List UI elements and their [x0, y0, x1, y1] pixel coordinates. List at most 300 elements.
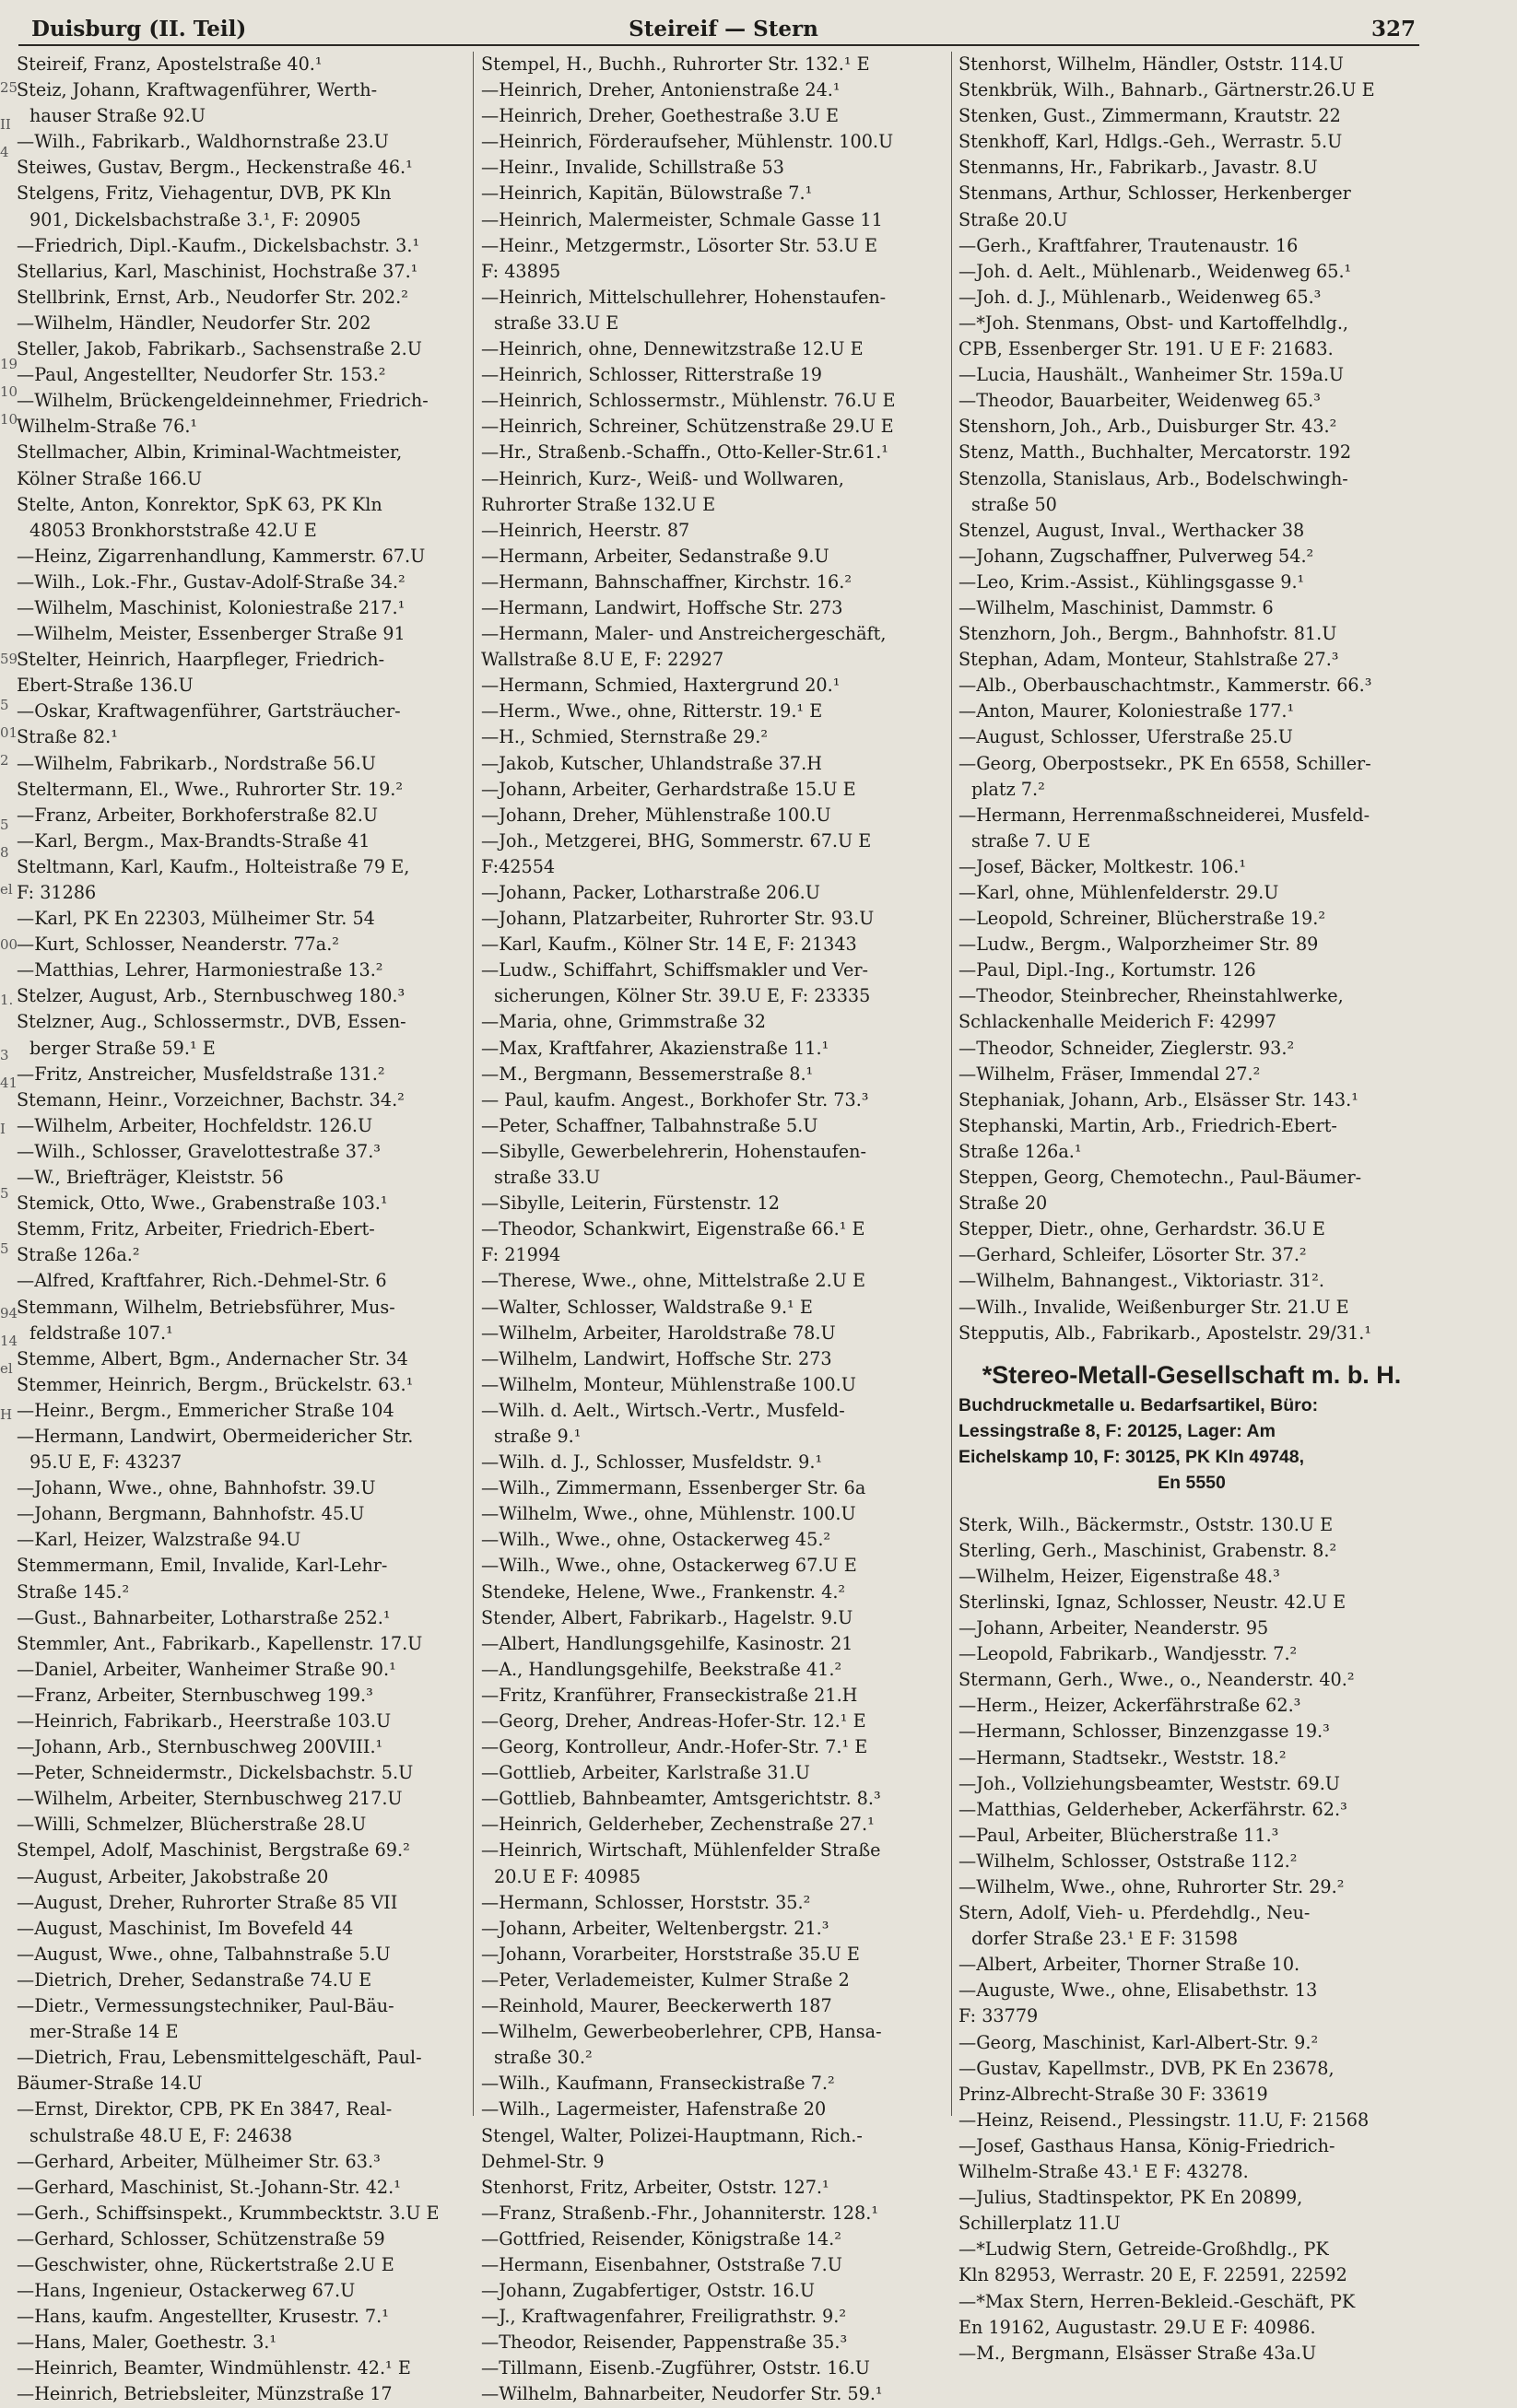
directory-entry: —Heinrich, Malermeister, Schmale Gasse 11	[481, 208, 883, 230]
column-3	[958, 52, 1425, 2367]
directory-entry: —Maria, ohne, Grimmstraße 32	[481, 1011, 766, 1033]
directory-entry: —Heinrich, Dreher, Goethestraße 3.U E	[481, 105, 839, 127]
directory-entry: —Josef, Bäcker, Moltkestr. 106.¹	[958, 855, 1247, 877]
directory-entry: —Hermann, Schlosser, Binzenzgasse 19.³	[958, 1721, 1330, 1743]
directory-entry: —Dietr., Vermessungstechniker, Paul-Bäu-	[17, 1995, 394, 2017]
directory-entry: —Josef, Gasthaus Hansa, König-Friedrich-	[958, 2134, 1335, 2156]
directory-entry: En 19162, Augustastr. 29.U E F: 40986.	[958, 2316, 1316, 2338]
directory-entry: —Johann, Vorarbeiter, Horststraße 35.U E	[481, 1943, 860, 1965]
directory-entry: —Geschwister, ohne, Rückertstraße 2.U E	[17, 2253, 394, 2275]
margin-mark: 8	[0, 844, 9, 861]
entry-continuation: dorfer Straße 23.¹ E F: 31598	[971, 1928, 1239, 1950]
directory-entry: —Tillmann, Eisenb.-Zugführer, Oststr. 16.U	[481, 2357, 870, 2379]
directory-entry: —Johann, Dreher, Mühlenstraße 100.U	[481, 804, 831, 826]
directory-entry: Stenshorn, Joh., Arb., Duisburger Str. 43.²	[958, 416, 1337, 438]
directory-entry: —Wilh., Kaufmann, Franseckistraße 7.²	[481, 2073, 835, 2095]
directory-entry: Stermann, Gerh., Wwe., o., Neanderstr. 40.²	[958, 1669, 1355, 1691]
margin-mark: el	[0, 1360, 13, 1377]
margin-mark: 25	[0, 79, 18, 96]
directory-entry: —Wilhelm, Wwe., ohne, Ruhrorter Str. 29.²	[958, 1876, 1345, 1897]
directory-entry: —Gerh., Schiffsinspekt., Krummbecktstr. 3.U E	[17, 2202, 440, 2224]
ad-line: En 5550	[1158, 1472, 1226, 1493]
directory-entry: —Wilh., Invalide, Weißenburger Str. 21.U E	[958, 1296, 1349, 1318]
margin-mark: 00	[0, 936, 18, 953]
directory-entry: —Matthias, Gelderheber, Ackerfährstr. 62.³	[958, 1798, 1347, 1820]
directory-entry: —Wilhelm, Arbeiter, Hochfeldstr. 126.U	[17, 1114, 373, 1136]
page-number: 327	[1370, 17, 1416, 41]
entry-continuation: 20.U E F: 40985	[494, 1865, 641, 1887]
directory-entry: Straße 20.U	[958, 208, 1068, 230]
directory-entry: F: 31286	[17, 882, 97, 903]
directory-entry: —Sibylle, Leiterin, Fürstenstr. 12	[481, 1192, 780, 1215]
margin-mark: el	[0, 881, 13, 898]
directory-entry: —Sibylle, Gewerbelehrerin, Hohenstaufen-	[481, 1140, 866, 1162]
directory-entry: —Heinrich, Mittelschullehrer, Hohenstaufen-	[481, 286, 887, 308]
directory-entry: —Wilhelm, Brückengeldeinnehmer, Friedrich-	[17, 390, 429, 412]
directory-entry: —Wilhelm, Meister, Essenberger Straße 91	[17, 623, 406, 645]
directory-entry: —Jakob, Kutscher, Uhlandstraße 37.H	[481, 752, 822, 774]
directory-entry: CPB, Essenberger Str. 191. U E F: 21683.	[958, 338, 1334, 360]
directory-entry: —Wilhelm, Gewerbeoberlehrer, CPB, Hansa-	[481, 2021, 882, 2043]
directory-entry: —Leopold, Fabrikarb., Wandjesstr. 7.²	[958, 1643, 1298, 1665]
directory-entry: Straße 126a.¹	[958, 1140, 1082, 1162]
directory-entry: —Hans, Ingenieur, Ostackerweg 67.U	[17, 2280, 356, 2302]
directory-entry: Stenzhorn, Joh., Bergm., Bahnhofstr. 81.U	[958, 623, 1337, 645]
directory-entry: —Heinrich, Förderaufseher, Mühlenstr. 100.U	[481, 131, 894, 153]
margin-mark: 41	[0, 1075, 18, 1091]
directory-entry: Stephanski, Martin, Arb., Friedrich-Ebert-	[958, 1114, 1337, 1136]
directory-entry: —Matthias, Lehrer, Harmoniestraße 13.²	[17, 959, 383, 981]
directory-entry: —August, Wwe., ohne, Talbahnstraße 5.U	[17, 1943, 391, 1965]
entry-continuation: straße 33.U E	[494, 311, 619, 334]
margin-mark: 19	[0, 356, 18, 372]
directory-entry: —Johann, Platzarbeiter, Ruhrorter Str. 93.U	[481, 908, 875, 930]
directory-entry: —Wilhelm, Landwirt, Hoffsche Str. 273	[481, 1347, 832, 1369]
directory-entry: Stelte, Anton, Konrektor, SpK 63, PK Kln	[17, 493, 382, 515]
directory-entry: —Heinrich, Betriebsleiter, Münzstraße 17	[17, 2383, 393, 2405]
entry-continuation: schulstraße 48.U E, F: 24638	[29, 2124, 293, 2146]
entry-continuation: straße 7. U E	[971, 829, 1091, 852]
directory-entry: —Georg, Kontrolleur, Andr.-Hofer-Str. 7.¹ E	[481, 1736, 868, 1758]
directory-entry: —Theodor, Bauarbeiter, Weidenweg 65.³	[958, 390, 1321, 412]
directory-entry: —Wilhelm, Fräser, Immendal 27.²	[958, 1063, 1261, 1085]
directory-entry: —Max, Kraftfahrer, Akazienstraße 11.¹	[481, 1037, 829, 1059]
directory-entry: —Karl, Bergm., Max-Brandts-Straße 41	[17, 829, 370, 852]
directory-entry: Sterk, Wilh., Bäckermstr., Oststr. 130.U E	[958, 1513, 1334, 1535]
ad-line: Buchdruckmetalle u. Bedarfsartikel, Büro:	[958, 1394, 1319, 1415]
directory-entry: Stelgens, Fritz, Viehagentur, DVB, PK Kln	[17, 182, 392, 205]
directory-entry: —Karl, Heizer, Walzstraße 94.U	[17, 1529, 301, 1551]
directory-entry: —Wilhelm, Bahnarbeiter, Neudorfer Str. 59.¹	[481, 2383, 883, 2405]
directory-entry: —Franz, Arbeiter, Sternbuschweg 199.³	[17, 1684, 373, 1706]
directory-entry: —Heinrich, Schreiner, Schützenstraße 29.U E	[481, 416, 894, 438]
margin-mark: 10	[0, 411, 18, 428]
directory-entry: Sterling, Gerh., Maschinist, Grabenstr. 8.²	[958, 1539, 1337, 1561]
directory-entry: —Hermann, Bahnschaffner, Kirchstr. 16.²	[481, 570, 853, 593]
directory-entry: —Wilh., Zimmermann, Essenberger Str. 6a	[481, 1477, 866, 1499]
directory-entry: —Joh. d. J., Mühlenarb., Weidenweg 65.³	[958, 286, 1322, 308]
column-3-entries-bottom	[958, 1512, 1425, 2367]
directory-entry: Stellarius, Karl, Maschinist, Hochstraße 37.¹	[17, 260, 418, 282]
directory-entry: —Joh., Vollziehungsbeamter, Weststr. 69.U	[958, 1772, 1340, 1794]
directory-entry: Stelzner, Aug., Schlossermstr., DVB, Essen-	[17, 1011, 406, 1033]
directory-entry: Stepper, Dietr., ohne, Gerhardstr. 36.U E	[958, 1218, 1325, 1240]
directory-entry: —Peter, Schneidermstr., Dickelsbachstr. 5.U	[17, 1762, 414, 1784]
directory-entry: —August, Arbeiter, Jakobstraße 20	[17, 1865, 329, 1887]
margin-mark: 59	[0, 651, 18, 667]
directory-entry: Sterlinski, Ignaz, Schlosser, Neustr. 42.U E	[958, 1591, 1346, 1613]
directory-entry: —Heinr., Metzgermstr., Lösorter Str. 53.U E	[481, 234, 877, 256]
directory-entry: —Ludw., Schiffahrt, Schiffsmakler und Ver-	[481, 959, 868, 981]
directory-entry: Straße 126a.²	[17, 1244, 140, 1266]
directory-entry: —Ernst, Direktor, CPB, PK En 3847, Real-	[17, 2098, 393, 2120]
directory-entry: Stemmer, Heinrich, Bergm., Brückelstr. 63.¹	[17, 1373, 414, 1395]
margin-mark: II	[0, 116, 11, 133]
directory-entry: —Therese, Wwe., ohne, Mittelstraße 2.U E	[481, 1270, 865, 1292]
directory-entry: —Heinr., Invalide, Schillstraße 53	[481, 157, 784, 179]
ad-line: Eichelskamp 10, F: 30125, PK Kln 49748,	[958, 1446, 1305, 1467]
directory-entry: —Paul, Arbeiter, Blücherstraße 11.³	[958, 1824, 1279, 1846]
directory-entry: —Lucia, Haushält., Wanheimer Str. 159a.U	[958, 364, 1345, 386]
directory-entry: —Johann, Bergmann, Bahnhofstr. 45.U	[17, 1503, 365, 1525]
header-rule	[18, 44, 1419, 46]
directory-entry: Stern, Adolf, Vieh- u. Pferdehdlg., Neu-	[958, 1902, 1311, 1924]
margin-mark: 01	[0, 724, 18, 741]
directory-entry: Steltermann, El., Wwe., Ruhrorter Str. 19.²	[17, 778, 404, 800]
directory-entry: Wilhelm-Straße 43.¹ E F: 43278.	[958, 2161, 1249, 2183]
directory-entry: —J., Kraftwagenfahrer, Freiligrathstr. 9.²	[481, 2306, 847, 2328]
entry-continuation: straße 33.U	[494, 1167, 601, 1189]
directory-entry: Straße 82.¹	[17, 726, 118, 748]
directory-entry: —Auguste, Wwe., ohne, Elisabethstr. 13	[958, 1979, 1318, 2002]
directory-entry: —Hermann, Schlosser, Horststr. 35.²	[481, 1891, 811, 1913]
directory-entry: —Johann, Arbeiter, Gerhardstraße 15.U E	[481, 778, 856, 800]
directory-entry: —Ludw., Bergm., Walporzheimer Str. 89	[958, 934, 1319, 956]
directory-entry: —Wilhelm, Arbeiter, Haroldstraße 78.U	[481, 1321, 836, 1344]
directory-entry: —Heinrich, Beamter, Windmühlenstr. 42.¹ E	[17, 2357, 411, 2379]
entry-continuation: straße 30.²	[494, 2047, 593, 2069]
directory-entry: —Heinz, Zigarrenhandlung, Kammerstr. 67.U	[17, 545, 426, 567]
directory-entry: —Gerh., Kraftfahrer, Trautenaustr. 16	[958, 234, 1299, 256]
directory-entry: —Franz, Arbeiter, Borkhoferstraße 82.U	[17, 804, 379, 826]
ad-company-name: *Stereo-Metall-Gesellschaft m. b. H.	[982, 1360, 1402, 1389]
margin-mark: 14	[0, 1333, 18, 1349]
directory-entry: —Wilh., Wwe., ohne, Ostackerweg 45.²	[481, 1529, 831, 1551]
directory-entry: —Georg, Maschinist, Karl-Albert-Str. 9.²	[958, 2031, 1319, 2053]
directory-entry: Steiz, Johann, Kraftwagenführer, Werth-	[17, 79, 378, 101]
column-3-entries-top	[958, 52, 1425, 1346]
directory-entry: Schillerplatz 11.U	[958, 2213, 1121, 2235]
directory-entry: Ruhrorter Straße 132.U E	[481, 493, 716, 515]
directory-entry: Stephaniak, Johann, Arb., Elsässer Str. 143.¹	[958, 1088, 1358, 1110]
directory-entry: —W., Briefträger, Kleiststr. 56	[17, 1167, 284, 1189]
directory-entry: —Alb., Oberbauschachtmstr., Kammerstr. 66.³	[958, 675, 1372, 697]
directory-entry: —Hermann, Landwirt, Hoffsche Str. 273	[481, 596, 843, 618]
margin-mark: 4	[0, 144, 9, 160]
directory-entry: —Karl, Kaufm., Kölner Str. 14 E, F: 21343	[481, 934, 857, 956]
column-1	[17, 52, 483, 2408]
directory-entry: Kln 82953, Werrastr. 20 E, F. 22591, 22592	[958, 2264, 1347, 2286]
directory-entry: —Wilh. d. Aelt., Wirtsch.-Vertr., Musfeld-	[481, 1399, 845, 1421]
directory-entry: —*Ludwig Stern, Getreide-Großhdlg., PK	[958, 2238, 1329, 2261]
directory-entry: Prinz-Albrecht-Straße 30 F: 33619	[958, 2083, 1268, 2105]
margin-mark: 94	[0, 1305, 18, 1321]
directory-entry: —Gust., Bahnarbeiter, Lotharstraße 252.¹	[17, 1606, 391, 1628]
directory-entry: Stenmans, Arthur, Schlosser, Herkenberger	[958, 182, 1351, 205]
directory-entry: —Albert, Handlungsgehilfe, Kasinostr. 21	[481, 1632, 853, 1654]
directory-entry: —Heinrich, Kurz-, Weiß- und Wollwaren,	[481, 467, 844, 489]
margin-mark: 5	[0, 1185, 9, 1202]
directory-entry: Stepputis, Alb., Fabrikarb., Apostelstr. 29/31.¹	[958, 1321, 1372, 1344]
directory-entry: —Heinrich, Wirtschaft, Mühlenfelder Straße	[481, 1839, 881, 1862]
column-2	[481, 52, 947, 2408]
directory-entry: Stender, Albert, Fabrikarb., Hagelstr. 9.U	[481, 1606, 853, 1628]
directory-entry: —August, Maschinist, Im Bovefeld 44	[17, 1917, 354, 1939]
directory-entry: —Franz, Straßenb.-Fhr., Johanniterstr. 128.¹	[481, 2202, 879, 2224]
directory-entry: Stempel, Adolf, Maschinist, Bergstraße 69.²	[17, 1839, 410, 1862]
directory-entry: —Wilh. d. J., Schlosser, Musfeldstr. 9.¹	[481, 1451, 823, 1474]
directory-entry: —Herm., Wwe., ohne, Ritterstr. 19.¹ E	[481, 700, 823, 722]
margin-mark: 5	[0, 697, 9, 713]
directory-entry: —Gottlieb, Bahnbeamter, Amtsgerichtstr. 8.³	[481, 1788, 881, 1810]
directory-entry: Stemmann, Wilhelm, Betriebsführer, Mus-	[17, 1296, 395, 1318]
directory-entry: Steller, Jakob, Fabrikarb., Sachsenstraße 2.U	[17, 338, 422, 360]
directory-entry: Stemmermann, Emil, Invalide, Karl-Lehr-	[17, 1555, 388, 1577]
directory-entry: —Wilhelm, Wwe., ohne, Mühlenstr. 100.U	[481, 1503, 856, 1525]
margin-mark: 2	[0, 752, 9, 769]
directory-entry: Stenzel, August, Inval., Werthacker 38	[958, 519, 1305, 541]
directory-entry: —Fritz, Anstreicher, Musfeldstraße 131.²	[17, 1063, 385, 1085]
directory-entry: Stemann, Heinr., Vorzeichner, Bachstr. 34.²	[17, 1088, 405, 1110]
directory-entry: Stenz, Matth., Buchhalter, Mercatorstr. 192	[958, 441, 1352, 464]
entry-continuation: 95.U E, F: 43237	[29, 1451, 182, 1474]
directory-entry: —Friedrich, Dipl.-Kaufm., Dickelsbachstr. 3.¹	[17, 234, 420, 256]
directory-entry: F: 43895	[481, 260, 561, 282]
directory-entry: —Heinrich, ohne, Dennewitzstraße 12.U E	[481, 338, 864, 360]
directory-entry: —Gerhard, Arbeiter, Mülheimer Str. 63.³	[17, 2150, 381, 2172]
directory-entry: Stemick, Otto, Wwe., Grabenstraße 103.¹	[17, 1192, 388, 1215]
entry-continuation: platz 7.²	[971, 778, 1045, 800]
directory-entry: —Gerhard, Schlosser, Schützenstraße 59	[17, 2227, 385, 2249]
directory-entry: Stelzer, August, Arb., Sternbuschweg 180.³	[17, 985, 406, 1007]
margin-mark: 5	[0, 1240, 9, 1257]
directory-entry: —August, Dreher, Ruhrorter Straße 85 VII	[17, 1891, 398, 1913]
directory-entry: —Gottlieb, Arbeiter, Karlstraße 31.U	[481, 1762, 810, 1784]
directory-entry: —Wilhelm, Bahnangest., Viktoriastr. 31².	[958, 1270, 1324, 1292]
directory-entry: Straße 20	[958, 1192, 1048, 1215]
directory-entry: —Heinrich, Schlossermstr., Mühlenstr. 76.U E	[481, 390, 896, 412]
directory-entry: —Anton, Maurer, Koloniestraße 177.¹	[958, 700, 1295, 722]
directory-entry: —Hermann, Maler- und Anstreichergeschäft,	[481, 623, 887, 645]
header-city-part: Duisburg (II. Teil)	[31, 17, 247, 41]
directory-entry: —Leo, Krim.-Assist., Kühlingsgasse 9.¹	[958, 570, 1305, 593]
directory-entry: Ebert-Straße 136.U	[17, 675, 194, 697]
directory-entry: —Heinz, Reisend., Plessingstr. 11.U, F: 21568	[958, 2108, 1370, 2131]
directory-entry: Stephan, Adam, Monteur, Stahlstraße 27.³	[958, 649, 1339, 671]
directory-entry: —Gottfried, Reisender, Königstraße 14.²	[481, 2227, 841, 2249]
directory-entry: Kölner Straße 166.U	[17, 467, 203, 489]
directory-entry: —Johann, Arbeiter, Neanderstr. 95	[958, 1617, 1269, 1639]
directory-entry: Stenkbrük, Wilh., Bahnarb., Gärtnerstr.26.U E	[958, 79, 1375, 101]
header-name-range: Steireif — Stern	[629, 17, 818, 41]
directory-entry: Stempel, H., Buchh., Ruhrorter Str. 132.¹ E	[481, 53, 870, 75]
directory-entry: —Walter, Schlosser, Waldstraße 9.¹ E	[481, 1296, 813, 1318]
directory-entry: Stenzolla, Stanislaus, Arb., Bodelschwingh-	[958, 467, 1348, 489]
directory-entry: Stenhorst, Wilhelm, Händler, Oststr. 114.U	[958, 53, 1344, 75]
directory-entry: —Hans, Maler, Goethestr. 3.¹	[17, 2332, 277, 2354]
directory-entry: —M., Bergmann, Bessemerstraße 8.¹	[481, 1063, 814, 1085]
directory-entry: —Julius, Stadtinspektor, PK En 20899,	[958, 2187, 1303, 2209]
directory-entry: Stemmler, Ant., Fabrikarb., Kapellenstr. 17.U	[17, 1632, 423, 1654]
directory-entry: —Heinr., Bergm., Emmericher Straße 104	[17, 1399, 394, 1421]
margin-mark: H	[0, 1406, 13, 1423]
directory-entry: —Johann, Packer, Lotharstraße 206.U	[481, 882, 820, 903]
directory-entry: —Wilhelm, Arbeiter, Sternbuschweg 217.U	[17, 1788, 403, 1810]
directory-entry: —Paul, Dipl.-Ing., Kortumstr. 126	[958, 959, 1256, 981]
directory-entry: —Theodor, Reisender, Pappenstraße 35.³	[481, 2332, 848, 2354]
directory-entry: —Wilhelm, Maschinist, Dammstr. 6	[958, 596, 1274, 618]
directory-entry: —Dietrich, Frau, Lebensmittelgeschäft, Paul-	[17, 2047, 422, 2069]
directory-entry: —August, Schlosser, Uferstraße 25.U	[958, 726, 1293, 748]
directory-entry: —Gustav, Kapellmstr., DVB, PK En 23678,	[958, 2057, 1335, 2079]
directory-entry: F: 33779	[958, 2005, 1039, 2027]
directory-entry: —Hermann, Landwirt, Obermeidericher Str.	[17, 1425, 414, 1447]
directory-entry: —Leopold, Schreiner, Blücherstraße 19.²	[958, 908, 1326, 930]
directory-entry: —Hermann, Eisenbahner, Oststraße 7.U	[481, 2253, 842, 2275]
entry-continuation: berger Straße 59.¹ E	[29, 1037, 216, 1059]
directory-entry: —Theodor, Steinbrecher, Rheinstahlwerke,	[958, 985, 1344, 1007]
directory-entry: —Wilh., Fabrikarb., Waldhornstraße 23.U	[17, 131, 389, 153]
directory-entry: Stelter, Heinrich, Haarpfleger, Friedrich-	[17, 649, 385, 671]
directory-entry: —Albert, Arbeiter, Thorner Straße 10.	[958, 1954, 1300, 1976]
directory-entry: —*Joh. Stenmans, Obst- und Kartoffelhdlg.,	[958, 311, 1349, 334]
directory-entry: —Hr., Straßenb.-Schaffn., Otto-Keller-Str.61.¹	[481, 441, 888, 464]
directory-entry: Wilhelm-Straße 76.¹	[17, 416, 198, 438]
directory-entry: —Joh., Metzgerei, BHG, Sommerstr. 67.U E	[481, 829, 872, 852]
directory-entry: Steppen, Georg, Chemotechn., Paul-Bäumer-	[958, 1167, 1362, 1189]
directory-entry: Straße 145.²	[17, 1580, 130, 1603]
directory-entry: —Johann, Zugschaffner, Pulverweg 54.²	[958, 545, 1314, 567]
directory-entry: —Johann, Arbeiter, Weltenbergstr. 21.³	[481, 1917, 829, 1939]
entry-continuation: feldstraße 107.¹	[29, 1321, 173, 1344]
directory-entry: Steltmann, Karl, Kaufm., Holteistraße 79 E,	[17, 855, 410, 877]
directory-entry: Stenken, Gust., Zimmermann, Krautstr. 22	[958, 105, 1341, 127]
directory-entry: — Paul, kaufm. Angest., Borkhofer Str. 73.³	[481, 1088, 869, 1110]
directory-entry: —Wilhelm, Fabrikarb., Nordstraße 56.U	[17, 752, 376, 774]
directory-entry: —Heinrich, Dreher, Antonienstraße 24.¹	[481, 79, 841, 101]
directory-entry: —Theodor, Schneider, Zieglerstr. 93.²	[958, 1037, 1295, 1059]
directory-entry: —Heinrich, Kapitän, Bülowstraße 7.¹	[481, 182, 813, 205]
directory-entry: —Reinhold, Maurer, Beeckerwerth 187	[481, 1995, 832, 2017]
directory-entry: Stemm, Fritz, Arbeiter, Friedrich-Ebert-	[17, 1218, 375, 1240]
directory-entry: —Wilhelm, Heizer, Eigenstraße 48.³	[958, 1565, 1280, 1587]
directory-entry: —Hermann, Stadtsekr., Weststr. 18.²	[958, 1746, 1287, 1768]
entry-continuation: 48053 Bronkhorststraße 42.U E	[29, 519, 317, 541]
directory-entry: —A., Handlungsgehilfe, Beekstraße 41.²	[481, 1658, 842, 1680]
directory-entry: —Hermann, Herrenmaßschneiderei, Musfeld-	[958, 804, 1370, 826]
directory-entry: Dehmel-Str. 9	[481, 2150, 605, 2172]
directory-entry: Schlackenhalle Meiderich F: 42997	[958, 1011, 1276, 1033]
directory-entry: —H., Schmied, Sternstraße 29.²	[481, 726, 769, 748]
directory-entry: —Karl, PK En 22303, Mülheimer Str. 54	[17, 908, 375, 930]
ad-line: Lessingstraße 8, F: 20125, Lager: Am	[958, 1420, 1276, 1441]
directory-entry: —Hans, kaufm. Angestellter, Krusestr. 7.¹	[17, 2306, 389, 2328]
directory-entry: —Oskar, Kraftwagenführer, Gartsträucher-	[17, 700, 401, 722]
directory-entry: Stengel, Walter, Polizei-Hauptmann, Rich.-	[481, 2124, 863, 2146]
directory-entry: —Wilhelm, Händler, Neudorfer Str. 202	[17, 311, 371, 334]
entry-continuation: mer-Straße 14 E	[29, 2021, 179, 2043]
directory-entry: —Hermann, Arbeiter, Sedanstraße 9.U	[481, 545, 829, 567]
directory-entry: —Wilh., Wwe., ohne, Ostackerweg 67.U E	[481, 1555, 857, 1577]
entry-continuation: sicherungen, Kölner Str. 39.U E, F: 23335	[494, 985, 871, 1007]
advertisement-entry	[958, 1357, 1425, 1496]
directory-entry: —Wilh., Schlosser, Gravelottestraße 37.³	[17, 1140, 381, 1162]
directory-entry: —Wilhelm, Monteur, Mühlenstraße 100.U	[481, 1373, 856, 1395]
directory-entry: —Theodor, Schankwirt, Eigenstraße 66.¹ E	[481, 1218, 865, 1240]
directory-entry: Stenhorst, Fritz, Arbeiter, Oststr. 127.¹	[481, 2176, 829, 2198]
directory-entry: —Johann, Wwe., ohne, Bahnhofstr. 39.U	[17, 1477, 376, 1499]
directory-entry: —Kurt, Schlosser, Neanderstr. 77a.²	[17, 934, 340, 956]
directory-entry: —Dietrich, Dreher, Sedanstraße 74.U E	[17, 1968, 372, 1991]
page-header	[31, 13, 1416, 46]
directory-entry: —Gerhard, Maschinist, St.-Johann-Str. 42.¹	[17, 2176, 401, 2198]
directory-entry: Stendeke, Helene, Wwe., Frankenstr. 4.²	[481, 1580, 846, 1603]
margin-mark: I	[0, 1121, 6, 1137]
directory-entry: —Daniel, Arbeiter, Wanheimer Straße 90.¹	[17, 1658, 396, 1680]
directory-entry: Steireif, Franz, Apostelstraße 40.¹	[17, 53, 323, 75]
margin-mark: 10	[0, 383, 18, 400]
directory-entry: Stenmanns, Hr., Fabrikarb., Javastr. 8.U	[958, 157, 1318, 179]
directory-entry: —Wilh., Lagermeister, Hafenstraße 20	[481, 2098, 827, 2120]
directory-entry: —Wilhelm, Schlosser, Oststraße 112.²	[958, 1850, 1298, 1872]
entry-continuation: 901, Dickelsbachstraße 3.¹, F: 20905	[29, 208, 361, 230]
directory-entry: F: 21994	[481, 1244, 561, 1266]
directory-entry: —Heinrich, Schlosser, Ritterstraße 19	[481, 364, 823, 386]
directory-entry: Stenkhoff, Karl, Hdlgs.-Geh., Werrastr. 5.U	[958, 131, 1343, 153]
directory-entry: —Fritz, Kranführer, Franseckistraße 21.H	[481, 1684, 858, 1706]
entry-continuation: straße 9.¹	[494, 1425, 582, 1447]
directory-entry: —Heinrich, Fabrikarb., Heerstraße 103.U	[17, 1710, 392, 1732]
directory-entry: Wallstraße 8.U E, F: 22927	[481, 649, 724, 671]
directory-entry: F:42554	[481, 855, 556, 877]
directory-entry: Steiwes, Gustav, Bergm., Heckenstraße 46.¹	[17, 157, 413, 179]
directory-entry: Stellmacher, Albin, Kriminal-Wachtmeister,	[17, 441, 403, 464]
directory-entry: Bäumer-Straße 14.U	[17, 2073, 203, 2095]
directory-entry: Stellbrink, Ernst, Arb., Neudorfer Str. 202.²	[17, 286, 408, 308]
directory-entry: —Wilhelm, Maschinist, Koloniestraße 217.¹	[17, 596, 406, 618]
directory-entry: —Heinrich, Heerstr. 87	[481, 519, 690, 541]
directory-entry: —Willi, Schmelzer, Blücherstraße 28.U	[17, 1814, 367, 1836]
directory-entry: —Herm., Heizer, Ackerfährstraße 62.³	[958, 1695, 1301, 1717]
column-divider	[473, 52, 474, 2116]
directory-entry: —Gerhard, Schleifer, Lösorter Str. 37.²	[958, 1244, 1307, 1266]
column-divider	[951, 52, 952, 2116]
directory-entry: —Heinrich, Gelderheber, Zechenstraße 27.¹	[481, 1814, 875, 1836]
entry-continuation: straße 50	[971, 493, 1057, 515]
entry-continuation: hauser Straße 92.U	[29, 105, 206, 127]
directory-entry: —Georg, Oberpostsekr., PK En 6558, Schiller-	[958, 752, 1371, 774]
directory-entry: —Johann, Zugabfertiger, Oststr. 16.U	[481, 2280, 816, 2302]
directory-entry: —M., Bergmann, Elsässer Straße 43a.U	[958, 2342, 1317, 2364]
directory-entry: —Wilh., Lok.-Fhr., Gustav-Adolf-Straße 34.²	[17, 570, 406, 593]
margin-mark: 1.	[0, 992, 14, 1008]
directory-entry: —Georg, Dreher, Andreas-Hofer-Str. 12.¹ E	[481, 1710, 866, 1732]
margin-mark: 5	[0, 816, 9, 833]
directory-entry: —Karl, ohne, Mühlenfelderstr. 29.U	[958, 882, 1279, 903]
directory-entry: Stemme, Albert, Bgm., Andernacher Str. 34	[17, 1347, 408, 1369]
directory-entry: —*Max Stern, Herren-Bekleid.-Geschäft, PK	[958, 2290, 1356, 2312]
directory-entry: —Peter, Schaffner, Talbahnstraße 5.U	[481, 1114, 818, 1136]
